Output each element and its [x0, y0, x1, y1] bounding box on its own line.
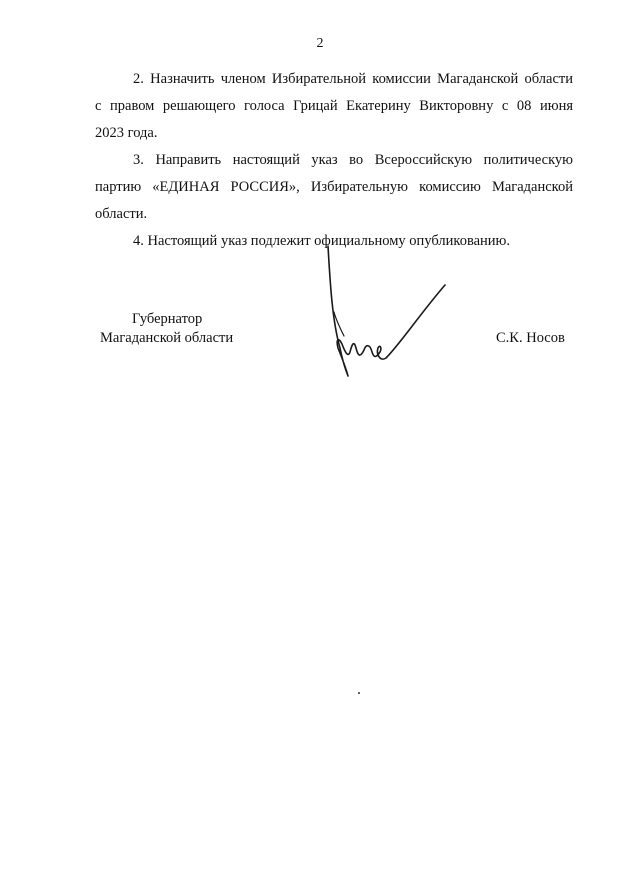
text-line: 2. Назначить членом Избирательной комиссии Магаданской области: [133, 71, 573, 87]
paragraph-item-3: [95, 147, 573, 228]
text-line: 4. Настоящий указ подлежит официальному опубликованию.: [133, 233, 511, 249]
handwritten-signature: [320, 240, 460, 385]
text-line: области.: [95, 206, 148, 222]
document-body: [95, 66, 573, 255]
scan-speck: [358, 692, 360, 694]
text-line: 2023 года.: [95, 125, 158, 141]
signatory-title: Губернатор: [132, 311, 203, 327]
signatory-region: Магаданской области: [100, 330, 234, 346]
signatory-name: С.К. Носов: [496, 330, 565, 346]
text-line: с правом решающего голоса Грицай Екатерину Викторовну с 08 июня: [95, 98, 573, 114]
text-line: 3. Направить настоящий указ во Всероссийскую политическую: [133, 152, 573, 168]
paragraph-item-2: [95, 66, 573, 147]
text-line: партию «ЕДИНАЯ РОССИЯ», Избирательную комиссию Магаданской: [95, 179, 573, 195]
page-number: 2: [316, 36, 324, 51]
